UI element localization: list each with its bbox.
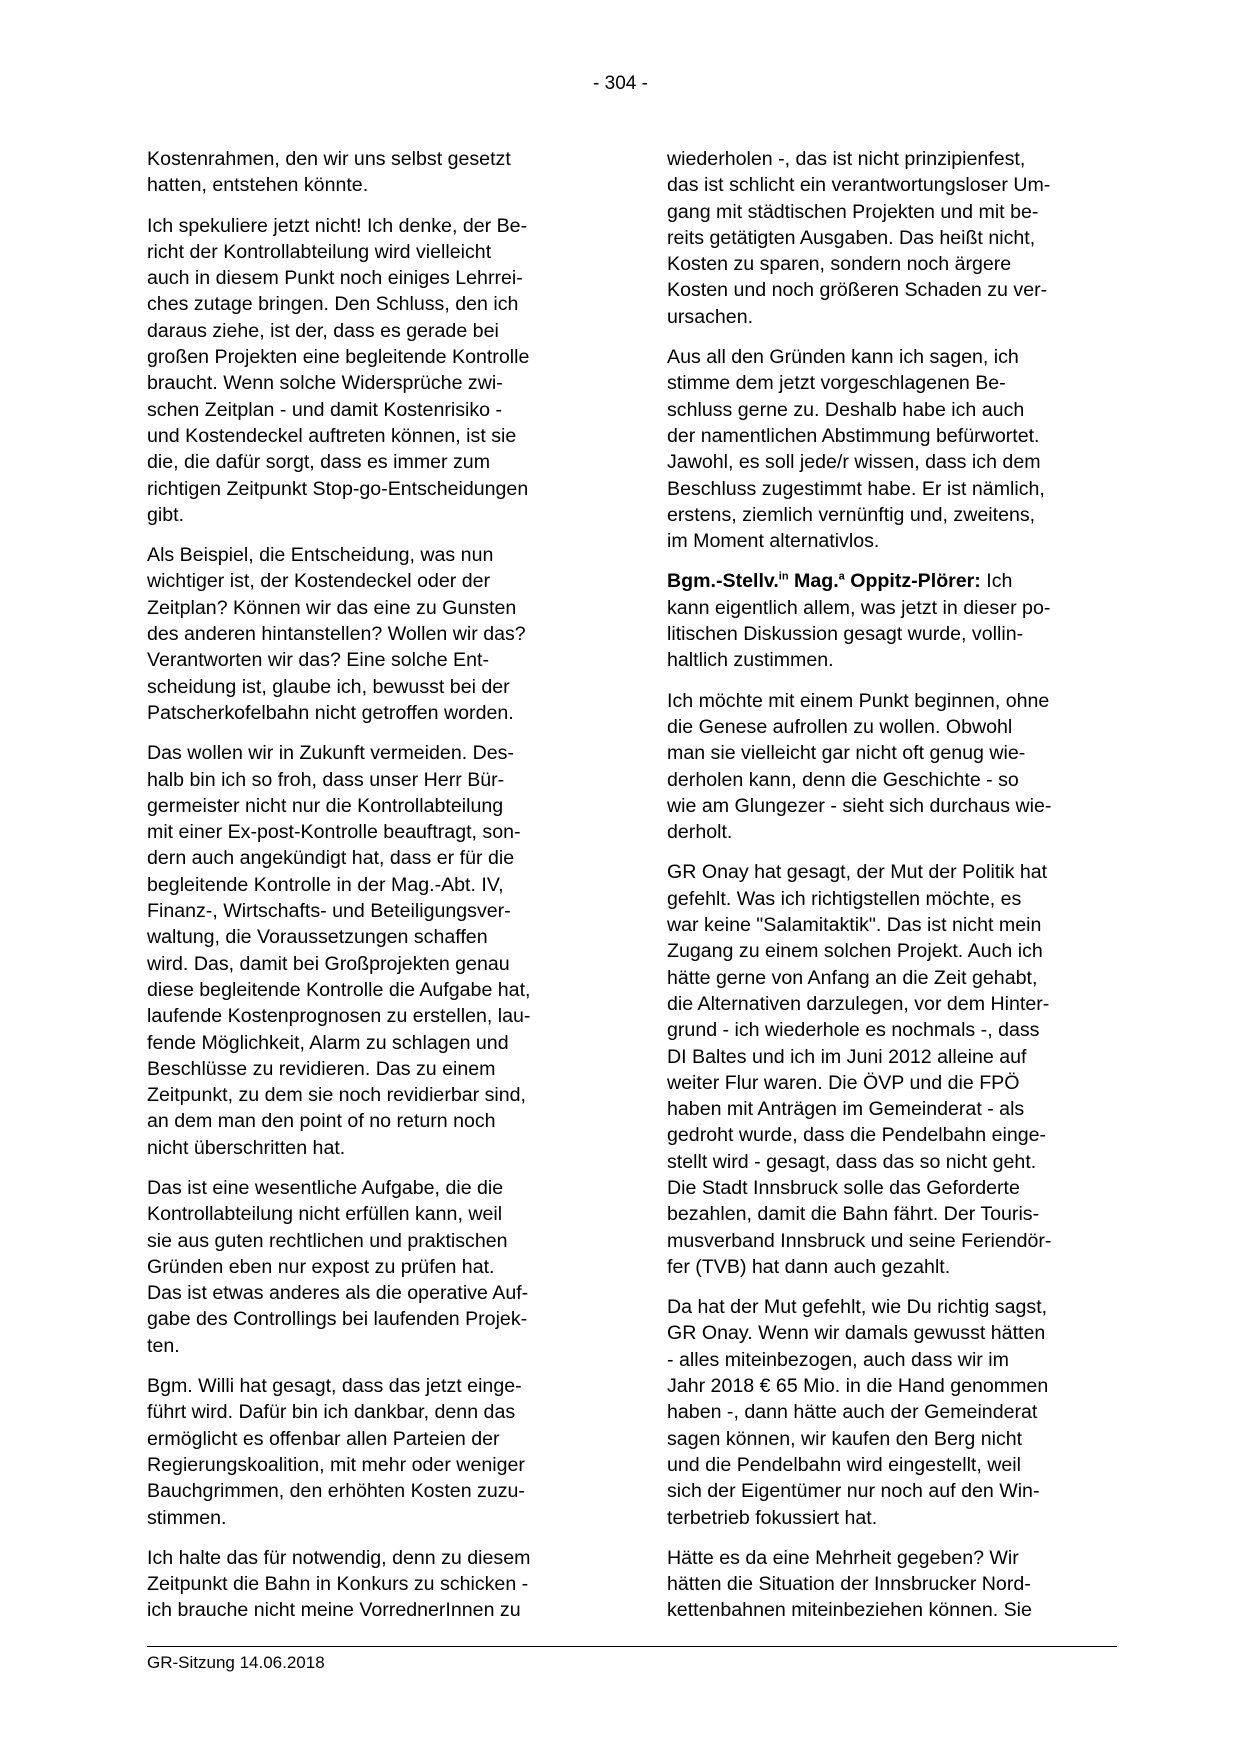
text-line: ursachen.	[667, 305, 754, 328]
text-line: wird. Das, damit bei Großprojekten genau	[147, 952, 510, 975]
text-line: Jahr 2018 € 65 Mio. in die Hand genommen	[667, 1375, 1049, 1398]
text-line: gefehlt. Was ich richtigstellen möchte, es	[667, 887, 1022, 910]
text-line: reits getätigten Ausgaben. Das heißt nicht,	[667, 226, 1036, 249]
text-line: halb bin ich so froh, dass unser Herr Bür-	[147, 768, 505, 791]
text-line: kettenbahnen miteinbeziehen können. Sie	[667, 1599, 1032, 1622]
paragraph	[667, 146, 1119, 330]
text-line: erstens, ziemlich vernünftig und, zweitens,	[667, 503, 1036, 526]
text-line: sich der Eigentümer nur noch auf den Win-	[667, 1480, 1040, 1503]
footer-session-date: GR-Sitzung 14.06.2018	[147, 1653, 325, 1672]
text-line: im Moment alternativlos.	[667, 530, 880, 553]
right-column-before-speaker	[667, 146, 1119, 554]
text-line: Gründen eben nur expost zu prüfen hat.	[147, 1255, 495, 1278]
speaker-paragraph	[667, 568, 1119, 673]
text-line: Kosten und noch größeren Schaden zu ver-	[667, 279, 1048, 302]
text-line: Jawohl, es soll jede/r wissen, dass ich dem	[667, 451, 1041, 474]
text-line: Bgm. Willi hat gesagt, dass das jetzt einge-	[147, 1375, 522, 1398]
text-line: stellt wird - gesagt, dass das so nicht geht.	[667, 1150, 1037, 1173]
speaker-degree: Mag.	[788, 570, 839, 593]
text-line: terbetrieb fokussiert hat.	[667, 1506, 878, 1529]
paragraph	[147, 1373, 599, 1531]
text-line: waltung, die Voraussetzungen schaffen	[147, 926, 488, 949]
text-line: bezahlen, damit die Bahn fährt. Der Touris-	[667, 1203, 1040, 1226]
text-line: Hätte es da eine Mehrheit gegeben? Wir	[667, 1546, 1019, 1569]
text-line: und die Pendelbahn wird eingestellt, weil	[667, 1453, 1022, 1476]
paragraph	[667, 688, 1119, 846]
right-column-after-speaker	[667, 688, 1119, 1624]
text-line: Da hat der Mut gefehlt, wie Du richtig sagst,	[667, 1296, 1048, 1319]
text-line: wiederholen -, das ist nicht prinzipienfest,	[667, 148, 1026, 170]
text-line: Ich spekuliere jetzt nicht! Ich denke, der Be-	[147, 214, 528, 237]
text-line: Ich halte das für notwendig, denn zu diesem	[147, 1546, 531, 1569]
text-line: fer (TVB) hat dann auch gezahlt.	[667, 1255, 951, 1278]
paragraph	[147, 542, 599, 726]
text-line: kann eigentlich allem, was jetzt in dieser po-	[667, 596, 1051, 619]
text-line: ermöglicht es offenbar allen Parteien der	[147, 1427, 500, 1450]
text-line: an dem man den point of no return noch	[147, 1110, 496, 1133]
text-line: schluss gerne zu. Deshalb habe ich auch	[667, 398, 1025, 421]
text-line: Beschluss zugestimmt habe. Er ist nämlich,	[667, 477, 1045, 500]
text-line: hätten die Situation der Innsbrucker Nord-	[667, 1573, 1031, 1596]
text-line: Regierungskoalition, mit mehr oder weniger	[147, 1453, 525, 1476]
text-line: ich brauche nicht meine VorrednerInnen zu	[147, 1599, 521, 1622]
text-line: derholt.	[667, 821, 733, 844]
text-line: nicht überschritten hat.	[147, 1136, 346, 1159]
text-line: dern auch angekündigt hat, dass er für die	[147, 847, 515, 870]
speaker-degree-suffix: a	[838, 570, 845, 583]
text-line	[667, 568, 1119, 594]
text-line: wie am Glungezer - sieht sich durchaus wie-	[667, 794, 1052, 817]
text-line: die Genese aufrollen zu wollen. Obwohl	[667, 715, 1013, 738]
text-line: Ich möchte mit einem Punkt beginnen, ohne	[667, 689, 1050, 712]
text-line: haben mit Anträgen im Gemeinderat - als	[667, 1098, 1025, 1121]
text-line: musverband Innsbruck und seine Feriendör-	[667, 1229, 1052, 1252]
text-line: führt wird. Dafür bin ich dankbar, denn das	[147, 1401, 516, 1424]
text-line: gibt.	[147, 503, 185, 526]
text-line: stimmen.	[147, 1506, 227, 1529]
text-line: der namentlichen Abstimmung befürwortet.	[667, 424, 1040, 447]
text-line: stimme dem jetzt vorgeschlagenen Be-	[667, 372, 1006, 395]
text-line: Das ist etwas anderes als die operative Auf-	[147, 1282, 529, 1305]
text-line: Zeitplan? Können wir das eine zu Gunsten	[147, 596, 517, 619]
text-line: sie aus guten rechtlichen und praktischen	[147, 1229, 508, 1252]
text-line: Aus all den Gründen kann ich sagen, ich	[667, 346, 1019, 369]
text-line: ches zutage bringen. Den Schluss, den ich	[147, 293, 519, 316]
paragraph	[147, 146, 599, 199]
text-line: die Alternativen darzulegen, vor dem Hinter-	[667, 992, 1050, 1015]
text-line: braucht. Wenn solche Widersprüche zwi-	[147, 372, 503, 395]
paragraph	[667, 1545, 1119, 1624]
text-line: gabe des Controllings bei laufenden Projek-	[147, 1308, 528, 1331]
text-line: GR Onay. Wenn wir damals gewusst hätten	[667, 1322, 1046, 1345]
text-line: GR Onay hat gesagt, der Mut der Politik hat	[667, 861, 1048, 884]
text-line: mit einer Ex-post-Kontrolle beauftragt, son-	[147, 821, 521, 844]
text-line: Zugang zu einem solchen Projekt. Auch ich	[667, 940, 1043, 963]
text-line: Das ist eine wesentliche Aufgabe, die die	[147, 1176, 504, 1199]
text-line: Patscherkofelbahn nicht getroffen worden.	[147, 701, 514, 724]
text-line: scheidung ist, glaube ich, bewusst bei der	[147, 675, 510, 698]
paragraph	[147, 1545, 599, 1624]
paragraph	[147, 1175, 599, 1359]
text-line: begleitende Kontrolle in der Mag.-Abt. IV,	[147, 873, 504, 896]
text-line: des anderen hintanstellen? Wollen wir das?	[147, 623, 526, 646]
text-line: man sie vielleicht gar nicht oft genug wie-	[667, 742, 1026, 765]
speaker-first-line-text: Ich	[980, 570, 1013, 593]
paragraph	[147, 213, 599, 529]
text-line: und Kostendeckel auftreten können, ist sie	[147, 424, 517, 447]
speaker-title: Bgm.-Stellv.	[667, 570, 779, 593]
text-line: Das wollen wir in Zukunft vermeiden. Des-	[147, 742, 514, 765]
text-line: Verantworten wir das? Eine solche Ent-	[147, 649, 489, 672]
text-line: sagen können, wir kaufen den Berg nicht	[667, 1427, 1023, 1450]
text-line: auch in diesem Punkt noch einiges Lehrrei-	[147, 267, 523, 290]
text-line: hätte gerne von Anfang an die Zeit gehabt,	[667, 966, 1038, 989]
text-line: gang mit städtischen Projekten und mit be-	[667, 200, 1039, 223]
text-line: derholen kann, denn die Geschichte - so	[667, 768, 1019, 791]
text-line: weiter Flur waren. Die ÖVP und die FPÖ	[667, 1071, 1020, 1094]
text-line: DI Baltes und ich im Juni 2012 alleine auf	[667, 1045, 1027, 1068]
text-line: wichtiger ist, der Kostendeckel oder der	[147, 570, 491, 593]
text-line: Die Stadt Innsbruck solle das Geforderte	[667, 1176, 1020, 1199]
speaker-name	[667, 570, 981, 592]
text-line: fende Möglichkeit, Alarm zu schlagen und	[147, 1031, 509, 1054]
text-line: Als Beispiel, die Entscheidung, was nun	[147, 544, 494, 567]
paragraph	[667, 344, 1119, 554]
text-line: hatten, entstehen könnte.	[147, 174, 369, 197]
paragraph	[667, 1294, 1119, 1531]
text-line: Beschlüsse zu revidieren. Das zu einem	[147, 1057, 496, 1080]
right-column	[667, 146, 1119, 1638]
text-line: diese begleitende Kontrolle die Aufgabe hat,	[147, 978, 531, 1001]
text-line: großen Projekten eine begleitende Kontrolle	[147, 346, 530, 369]
text-line: richt der Kontrollabteilung wird vielleicht	[147, 240, 492, 263]
text-line: gedroht wurde, dass die Pendelbahn einge-	[667, 1124, 1047, 1147]
text-line: grund - ich wiederhole es nochmals -, dass	[667, 1019, 1040, 1042]
text-line: war keine "Salamitaktik". Das ist nicht mein	[667, 914, 1042, 937]
paragraph	[147, 740, 599, 1161]
text-line: richtigen Zeitpunkt Stop-go-Entscheidungen	[147, 477, 529, 500]
text-line: - alles miteinbezogen, auch dass wir im	[667, 1348, 1009, 1371]
text-line: haltlich zustimmen.	[667, 649, 834, 672]
page-number: - 304 -	[593, 73, 648, 94]
left-column	[147, 146, 599, 1638]
paragraph	[667, 859, 1119, 1280]
text-line: Kosten zu sparen, sondern noch ärgere	[667, 253, 1012, 276]
footer-divider	[147, 1646, 1117, 1647]
text-line: litischen Diskussion gesagt wurde, vollin-	[667, 623, 1024, 646]
text-line: die, die dafür sorgt, dass es immer zum	[147, 451, 491, 474]
text-line: ten.	[147, 1334, 180, 1357]
text-line: Kostenrahmen, den wir uns selbst gesetzt	[147, 148, 511, 170]
text-line: Zeitpunkt die Bahn in Konkurs zu schicken -	[147, 1573, 529, 1596]
text-line: haben -, dann hätte auch der Gemeinderat	[667, 1401, 1038, 1424]
text-line: daraus ziehe, ist der, dass es gerade bei	[147, 319, 499, 342]
text-line: Bauchgrimmen, den erhöhten Kosten zuzu-	[147, 1480, 525, 1503]
text-line: Kontrollabteilung nicht erfüllen kann, weil	[147, 1203, 503, 1226]
speaker-title-suffix: in	[778, 570, 789, 583]
text-line: germeister nicht nur die Kontrollabteilung	[147, 794, 504, 817]
text-line: Zeitpunkt, zu dem sie noch revidierbar sind,	[147, 1084, 526, 1107]
text-line: das ist schlicht ein verantwortungsloser Um-	[667, 174, 1051, 197]
speaker-surname: Oppitz-Plörer:	[844, 570, 981, 593]
text-line: laufende Kostenprognosen zu erstellen, lau-	[147, 1005, 531, 1028]
text-line: schen Zeitplan - und damit Kostenrisiko -	[147, 398, 503, 421]
text-line: Finanz-, Wirtschafts- und Beteiligungsver-	[147, 900, 511, 923]
